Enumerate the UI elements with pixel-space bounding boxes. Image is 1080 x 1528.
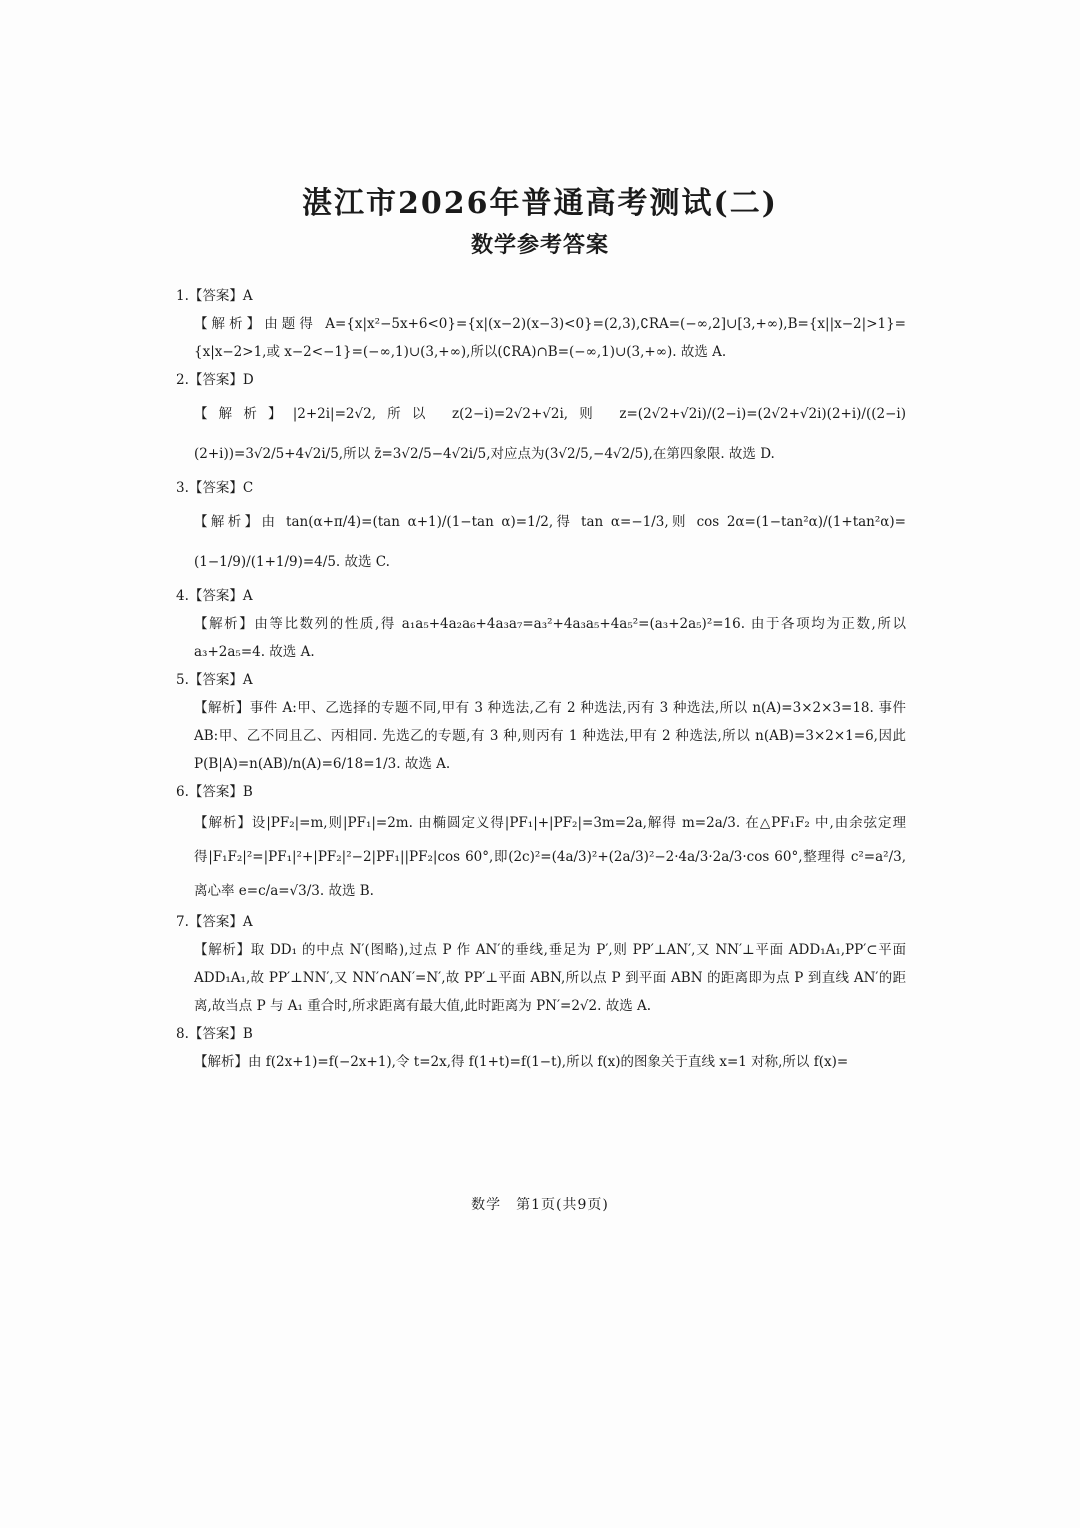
- page-subtitle: 数学参考答案: [470, 232, 609, 258]
- answer-line: 4.【答案】A: [176, 588, 253, 604]
- analysis-text: 【解析】由 tan(α+π/4)=(tan α+1)/(1−tan α)=1/2,得 tan α=−1/3,则 cos 2α=(1−tan²α)/(1+tan²α)=(1−1/9)/(1+1/9)=4/5. 故选 C.: [194, 514, 906, 570]
- analysis-text: 【解析】由等比数列的性质,得 a₁a₅+4a₂a₆+4a₃a₇=a₃²+4a₃a₅+4a₅²=(a₃+2a₅)²=16. 由于各项均为正数,所以 a₃+2a₅=4. 故选 A.: [194, 616, 906, 660]
- answer-line: 7.【答案】A: [176, 914, 253, 930]
- analysis-text: 【解析】设|PF₂|=m,则|PF₁|=2m. 由椭圆定义得|PF₁|+|PF₂|=3m=2a,解得 m=2a/3. 在△PF₁F₂ 中,由余弦定理得|F₁F₂|²=|PF₁|²+|PF₂|²−2|PF₁||PF₂|cos 60°,即(2c)²=(4a/3)²+(2a/3)²−2·4a/3·2a/3·cos 60°,整理得 c²=a²/3,离心率 e=c/a=√3/3. 故选 B.: [194, 815, 906, 899]
- page-footer: 数学 第1页(共9页): [471, 1197, 609, 1213]
- question-block-5: [178, 666, 906, 778]
- answer-line: 2.【答案】D: [176, 372, 254, 388]
- page-title: 湛江市2026年普通高考测试(二): [302, 186, 778, 221]
- question-block-8: [178, 1020, 906, 1076]
- analysis-text: 【解析】由 f(2x+1)=f(−2x+1),令 t=2x,得 f(1+t)=f(1−t),所以 f(x)的图象关于直线 x=1 对称,所以 f(x)=: [194, 1054, 849, 1070]
- answer-line: 1.【答案】A: [176, 288, 253, 304]
- question-block-3: [178, 474, 906, 582]
- question-block-6: [178, 778, 906, 908]
- answer-line: 5.【答案】A: [176, 672, 253, 688]
- analysis-text: 【解析】由题得 A={x|x²−5x+6<0}={x|(x−2)(x−3)<0}=(2,3),∁RA=(−∞,2]∪[3,+∞),B={x||x−2|>1}={x|x−2>1,或 x−2<−1}=(−∞,1)∪(3,+∞),所以(∁RA)∩B=(−∞,1)∪(3,+∞). 故选 A.: [194, 316, 906, 360]
- analysis-text: 【解析】事件 A:甲、乙选择的专题不同,甲有 3 种选法,乙有 2 种选法,丙有 3 种选法,所以 n(A)=3×2×3=18. 事件 AB:甲、乙不同且乙、丙相同. 先选乙的专题,有 3 种,则丙有 1 种选法,甲有 2 种选法,所以 n(AB)=3×2×1=6,因此 P(B|A)=n(AB)/n(A)=6/18=1/3. 故选 A.: [194, 700, 906, 772]
- question-block-4: [178, 582, 906, 666]
- question-block-1: [178, 282, 906, 366]
- analysis-text: 【解析】|2+2i|=2√2,所以 z(2−i)=2√2+√2i,则 z=(2√2+√2i)/(2−i)=(2√2+√2i)(2+i)/((2−i)(2+i))=3√2/5+4√2i/5,所以 z̄=3√2/5−4√2i/5,对应点为(3√2/5,−4√2/5),在第四象限. 故选 D.: [194, 406, 906, 462]
- answer-line: 3.【答案】C: [176, 480, 254, 496]
- question-block-7: [178, 908, 906, 1020]
- answer-line: 8.【答案】B: [176, 1026, 253, 1042]
- analysis-text: 【解析】取 DD₁ 的中点 N′(图略),过点 P 作 AN′的垂线,垂足为 P′,则 PP′⊥AN′,又 NN′⊥平面 ADD₁A₁,PP′⊂平面 ADD₁A₁,故 PP′⊥NN′,又 NN′∩AN′=N′,故 PP′⊥平面 ABN,所以点 P 到平面 ABN 的距离即为点 P 到直线 AN′的距离,故当点 P 与 A₁ 重合时,所求距离有最大值,此时距离为 PN′=2√2. 故选 A.: [194, 942, 906, 1014]
- question-block-2: [178, 366, 906, 474]
- answer-list: [178, 282, 906, 1076]
- answer-line: 6.【答案】B: [176, 784, 253, 800]
